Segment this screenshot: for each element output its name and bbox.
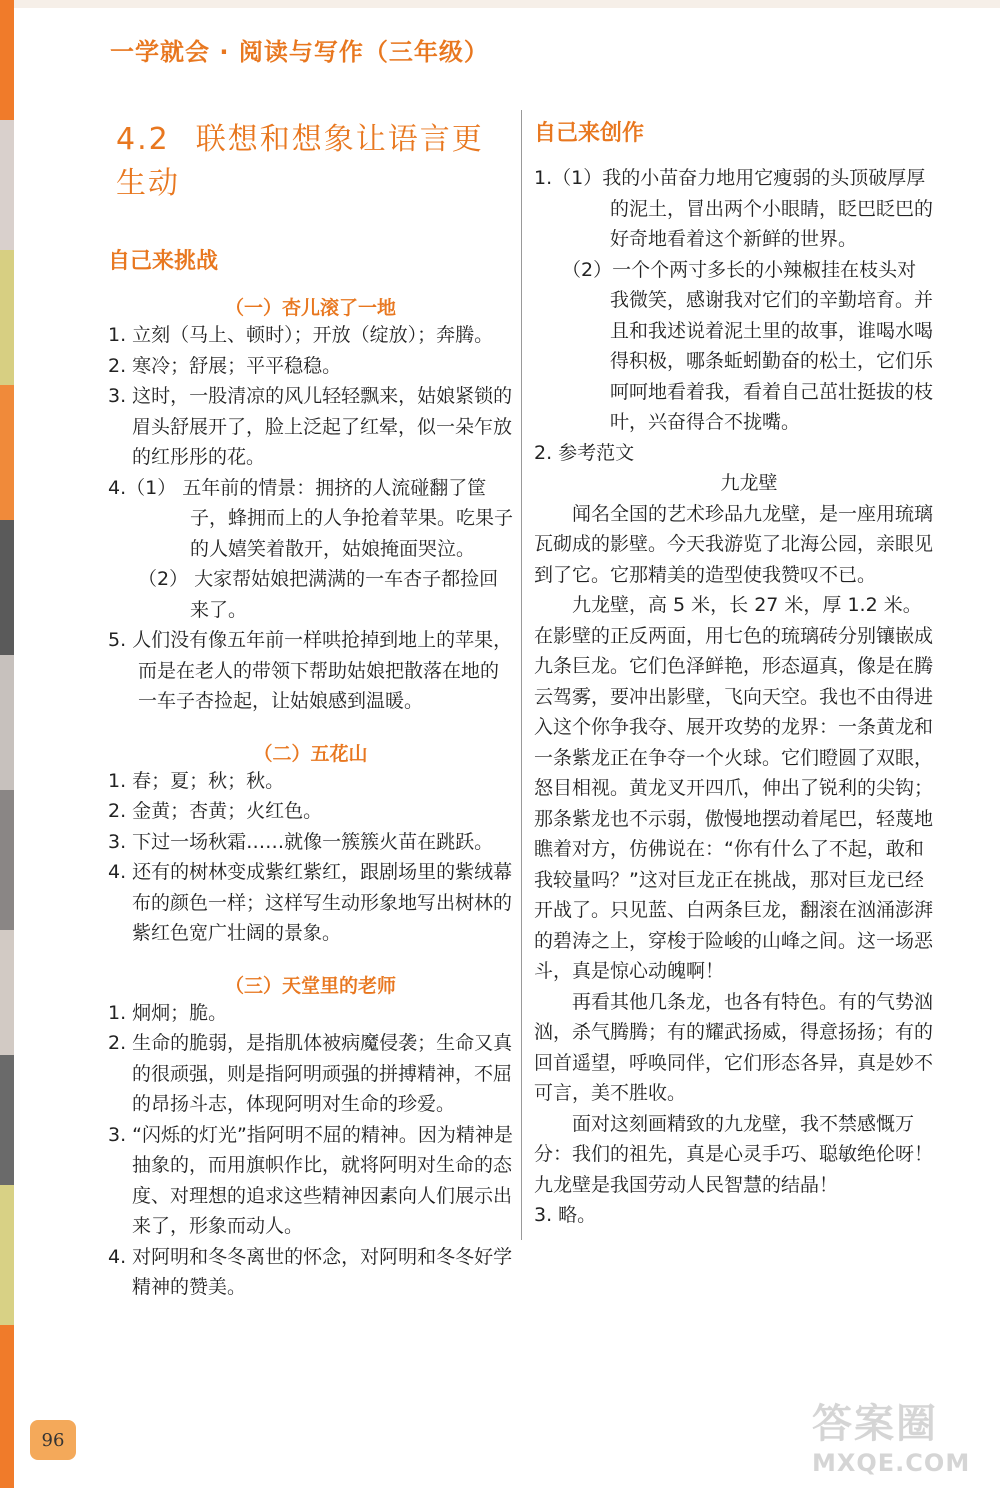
answer-item: （2） 大家帮姑娘把满满的一车杏子都捡回来了。 (138, 568, 499, 621)
part-3-title: （三）天堂里的老师 (224, 974, 396, 997)
answer-item: 1. 立刻（马上、顿时）；开放（绽放）；奔腾。 (108, 324, 494, 346)
column-divider (521, 110, 522, 1240)
answer-item: 3. “闪烁的灯光”指阿明不屈的精神。因为精神是抽象的，而用旗帜作比，就将阿明对生命的态度、对理想的追求这些精神因素向人们展示出来了，形象而动人。 (108, 1123, 513, 1237)
answer-item: 2. 金黄；杏黄；火红色。 (108, 800, 323, 822)
essay-paragraph: 闻名全国的艺术珍品九龙壁，是一座用琉璃瓦砌成的影壁。今天我游览了北海公园，亲眼见到了它。它那精美的造型使我赞叹不已。 (534, 502, 934, 586)
part-1-title: （一）杏儿滚了一地 (224, 297, 396, 319)
page-number: 96 (30, 1420, 76, 1460)
create-heading: 自己来创作 (534, 121, 645, 146)
right-column (534, 110, 934, 1231)
essay-paragraph: 九龙壁，高 5 米，长 27 米，厚 1.2 米。在影壁的正反两面，用七色的琉璃砖分别镶嵌成九条巨龙。它们色泽鲜艳，形态逼真，像是在腾云驾雾，要冲出影壁，飞向天空。我也不由得进入这个你争我夺、展开攻势的龙界：一条黄龙和一条紫龙正在争夺一个火球。它们瞪圆了双眼，怒目相视。黄龙叉开四爪，伸出了锐利的尖钩；那条紫龙也不示弱，傲慢地摆动着尾巴，轻蔑地瞧着对方，仿佛说在：“你有什么了不起，敢和我较量吗？”这对巨龙正在挑战，那对巨龙已经开战了。只见蓝、白两条巨龙，翻滚在汹涌澎湃的碧涛之上，穿梭于险峻的山峰之间。这一场恶斗，真是惊心动魄啊！ (534, 594, 934, 982)
answer-item: 3. 下过一场秋霜……就像一簇簇火苗在跳跃。 (108, 830, 494, 853)
section-title (116, 114, 513, 202)
watermark-url: MXQE.COM (812, 1449, 971, 1477)
answer-item: 2. 参考范文 (534, 441, 635, 464)
answer-item: 2. 寒冷；舒展；平平稳稳。 (108, 354, 342, 377)
answer-item: 1.（1）我的小苗奋力地用它瘦弱的头顶破厚厚的泥土，冒出两个小眼睛，眨巴眨巴的好奇地看着这个新鲜的世界。 (534, 167, 934, 250)
challenge-heading: 自己来挑战 (108, 249, 219, 274)
section-number: 4.2 (116, 122, 170, 157)
answer-item: 3. 略。 (534, 1204, 597, 1226)
essay-paragraph: 再看其他几条龙，也各有特色。有的气势汹汹，杀气腾腾；有的耀武扬威，得意扬扬；有的回首遥望，呼唤同伴，它们形态各异，真是妙不可言，美不胜收。 (534, 990, 934, 1104)
watermark (812, 1392, 982, 1480)
answer-item: 4. 还有的树林变成紫红紫红，跟剧场里的紫绒幕布的颜色一样；这样写生动形象地写出树林的紫红色宽广壮阔的景象。 (108, 861, 513, 944)
top-edge (14, 0, 1000, 8)
answer-item: 1. 春；夏；秋；秋。 (108, 769, 285, 792)
answer-item: 2. 生命的脆弱，是指肌体被病魔侵袭；生命又真的很顽强，则是指阿明顽强的拼搏精神，不屈的昂扬斗志，体现阿明对生命的珍爱。 (108, 1032, 513, 1115)
essay-title: 九龙壁 (720, 472, 778, 494)
section-title-text: 联想和想象让语言更生动 (116, 122, 484, 201)
answer-item: 5. 人们没有像五年前一样哄抢掉到地上的苹果，而是在老人的带领下帮助姑娘把散落在地的一车子杏捡起，让姑娘感到温暖。 (108, 629, 513, 712)
watermark-logo: 答案圈 (812, 1401, 938, 1447)
essay-paragraph: 面对这刻画精致的九龙壁，我不禁感慨万分：我们的祖先，真是心灵手巧、聪敏绝伦呀！九龙壁是我国劳动人民智慧的结晶！ (534, 1112, 934, 1196)
part-2-title: （二）五花山 (253, 742, 368, 765)
answer-item: （2）一个个两寸多长的小辣椒挂在枝头对我微笑，感谢我对它们的辛勤培育。并且和我述说着泥土里的故事，谁喝水喝得积极，哪条蚯蚓勤奋的松土，它们乐呵呵地看着我，看着自己茁壮挺拔的枝叶，兴奋得合不拢嘴。 (562, 258, 934, 433)
book-header-title: 一学就会 · 阅读与写作（三年级） (110, 38, 489, 66)
answer-item: 4.（1） 五年前的情景：拥挤的人流碰翻了筐子，蜂拥而上的人争抢着苹果。吃果子的人嬉笑着散开，姑娘掩面哭泣。 (108, 476, 514, 560)
left-column (108, 110, 513, 1303)
answer-item: 3. 这时，一股清凉的风儿轻轻飘来，姑娘紧锁的眉头舒展开了，脸上泛起了红晕，似一朵乍放的红彤彤的花。 (108, 385, 513, 468)
answer-item: 1. 炯炯；脆。 (108, 1001, 228, 1024)
page-edge-strip (0, 0, 14, 1488)
answer-item: 4. 对阿明和冬冬离世的怀念，对阿明和冬冬好学精神的赞美。 (108, 1245, 513, 1298)
